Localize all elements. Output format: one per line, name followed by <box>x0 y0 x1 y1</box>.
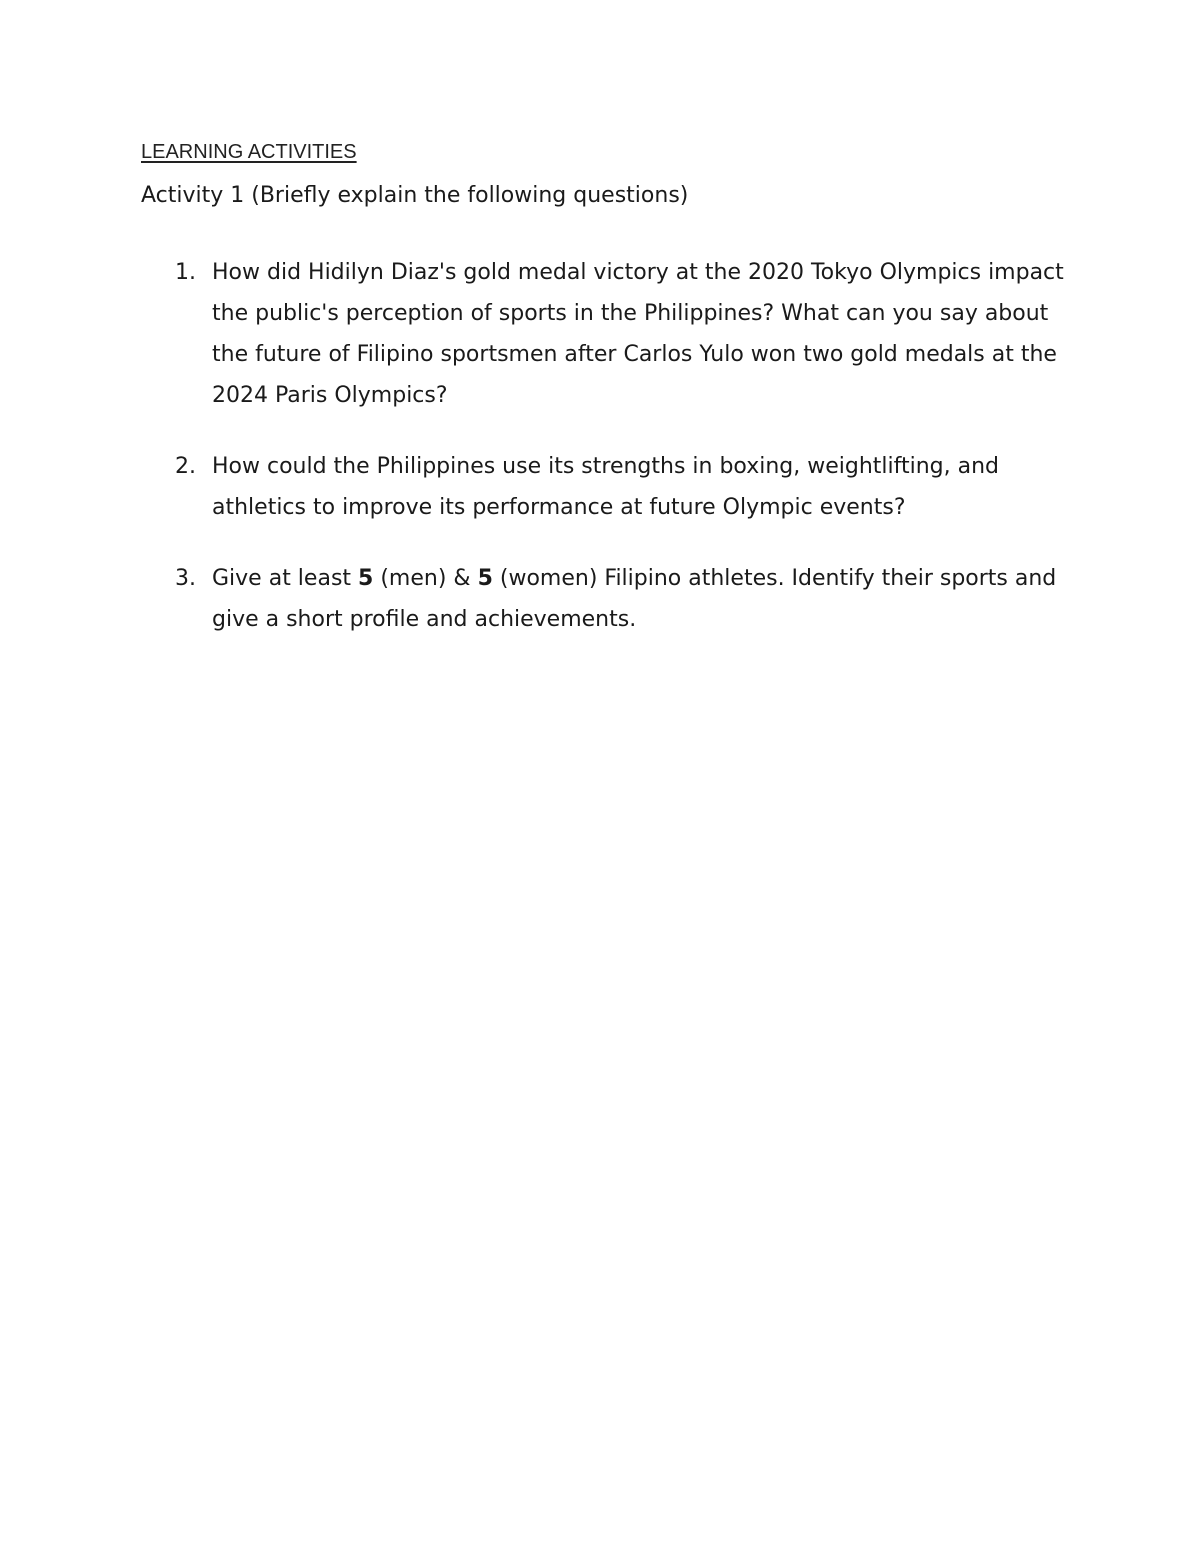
question-item <box>175 446 1072 528</box>
women-count: 5 <box>477 566 493 591</box>
question-text-part: (women) Filipino athletes. Identify their sports and give a short profile and achievements. <box>212 566 1057 632</box>
question-text-part: Give at least <box>212 566 359 591</box>
question-number: 3. <box>175 566 196 591</box>
question-text: How did Hidilyn Diaz's gold medal victory at the 2020 Tokyo Olympics impact the public's perception of sports in the Philippines? What can you say about the future of Filipino sportsmen after Carlos Yulo won two gold medals at the 2024 Paris Olympics? <box>212 260 1064 408</box>
activity-title: Activity 1 (Briefly explain the following questions) <box>141 183 689 208</box>
question-text <box>212 566 1056 632</box>
question-number: 2. <box>175 454 196 479</box>
question-text: How could the Philippines use its strengths in boxing, weightlifting, and athletics to improve its performance at future Olympic events? <box>212 454 1000 520</box>
question-item <box>175 252 1072 416</box>
question-text-part: (men) & <box>373 566 478 591</box>
section-heading: LEARNING ACTIVITIES <box>141 141 357 163</box>
question-item <box>175 558 1072 640</box>
question-number: 1. <box>175 260 196 285</box>
question-list <box>175 252 1072 670</box>
men-count: 5 <box>358 566 374 591</box>
